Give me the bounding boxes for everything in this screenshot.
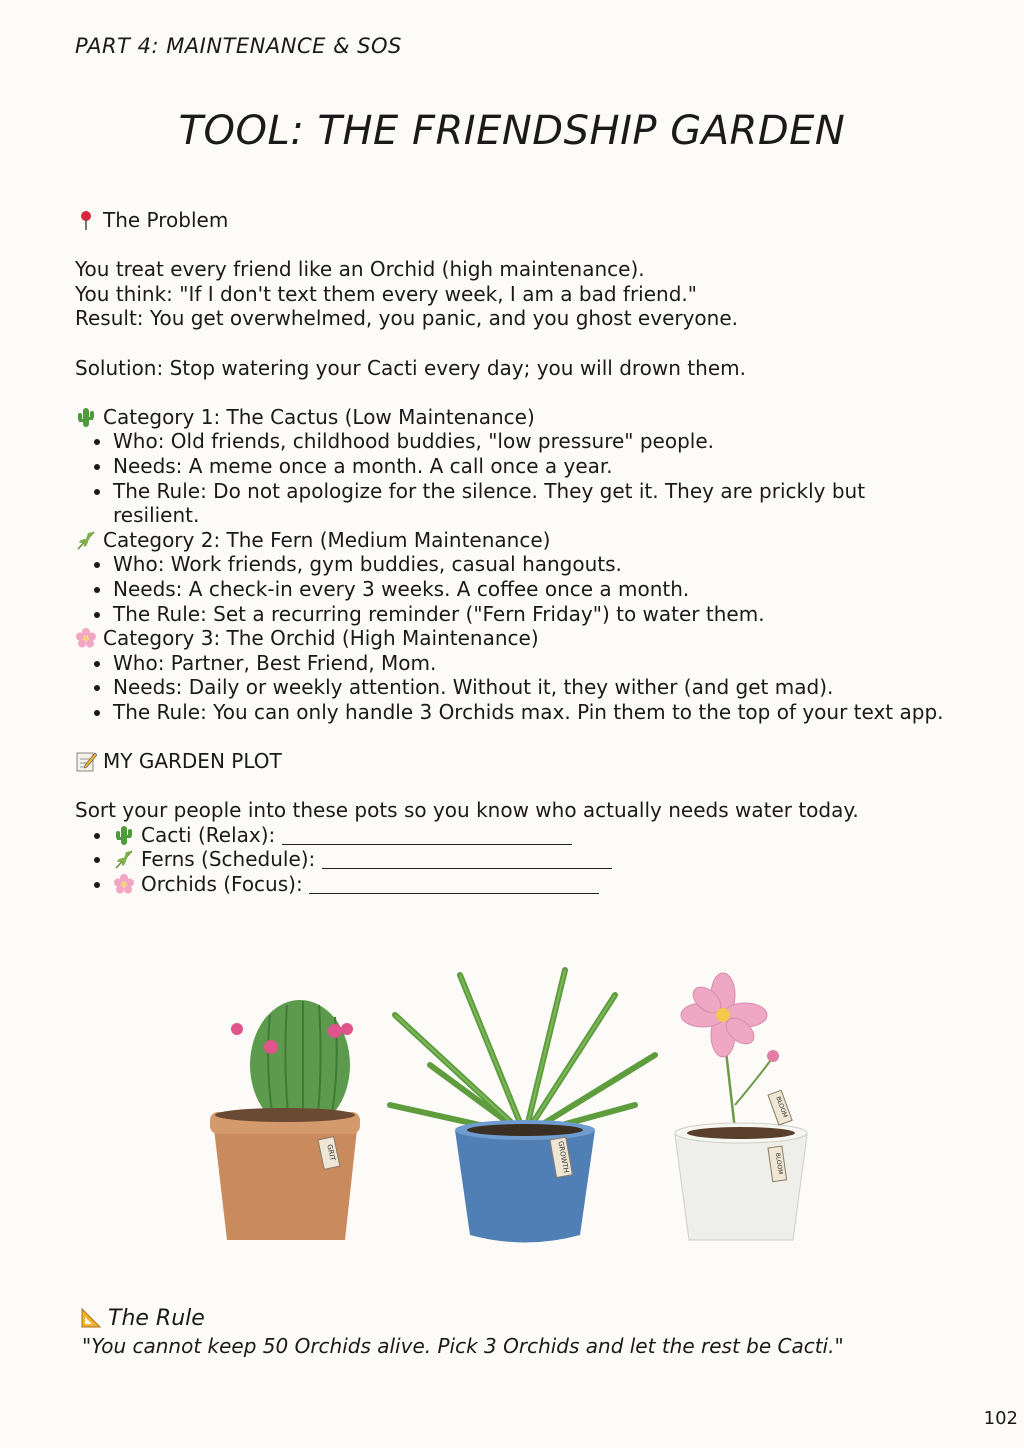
- pin-icon: [75, 209, 97, 231]
- fill-in-blank[interactable]: [309, 875, 599, 894]
- garden-plot-orchids: • Orchids (Focus):: [113, 872, 955, 897]
- category-list: [75, 429, 955, 527]
- problem-heading: The Problem: [75, 208, 955, 233]
- plant-tag-text: GROWTH: [556, 1140, 570, 1174]
- list-item: • Who: Work friends, gym buddies, casual hangouts.: [113, 552, 955, 577]
- category-heading: Category 2: The Fern (Medium Maintenance): [75, 528, 955, 553]
- rule-heading: The Rule: [80, 1306, 205, 1331]
- blossom-icon: [113, 873, 135, 895]
- garden-intro: Sort your people into these pots so you know who actually needs water today.: [75, 798, 859, 823]
- list-item: • Needs: Daily or weekly attention. Without it, they wither (and get mad).: [113, 675, 955, 700]
- category-heading: Category 3: The Orchid (High Maintenance): [75, 626, 955, 651]
- garden-plot-ferns: • Ferns (Schedule):: [113, 847, 955, 872]
- memo-icon: [75, 750, 97, 772]
- triangular-ruler-icon: [80, 1307, 102, 1329]
- rule-quote: "You cannot keep 50 Orchids alive. Pick 3 Orchids and let the rest be Cacti.": [82, 1334, 844, 1358]
- garden-plot-list: [75, 823, 955, 897]
- part-label: PART 4: MAINTENANCE & SOS: [75, 34, 402, 58]
- fern-pot-illustration: [390, 970, 655, 1243]
- list-item: • Needs: A meme once a month. A call once a year.: [113, 454, 955, 479]
- problem-line: You treat every friend like an Orchid (high maintenance).: [75, 257, 645, 282]
- page-number: 102: [983, 1408, 1018, 1429]
- plant-tag-text: GRIT: [325, 1143, 337, 1162]
- problem-line: Result: You get overwhelmed, you panic, and you ghost everyone.: [75, 306, 739, 331]
- page-title: TOOL: THE FRIENDSHIP GARDEN: [178, 108, 846, 154]
- list-item: • Needs: A check-in every 3 weeks. A coffee once a month.: [113, 577, 955, 602]
- potted-plants-illustration: [195, 955, 835, 1255]
- cactus-icon: [113, 824, 135, 846]
- garden-plot-cacti: • Cacti (Relax):: [113, 823, 955, 848]
- list-item: • The Rule: You can only handle 3 Orchids max. Pin them to the top of your text app.: [113, 700, 955, 725]
- category-list: [75, 552, 955, 626]
- cactus-pot-illustration: [210, 1000, 360, 1240]
- fern-icon: [113, 848, 135, 870]
- category-heading: Category 1: The Cactus (Low Maintenance): [75, 405, 955, 430]
- fill-in-blank[interactable]: [322, 850, 612, 869]
- garden-heading: MY GARDEN PLOT: [75, 749, 955, 774]
- flower-pot-illustration: [675, 973, 807, 1240]
- list-item: • Who: Partner, Best Friend, Mom.: [113, 651, 955, 676]
- fern-icon: [75, 529, 97, 551]
- plant-tag-text: BLOOM: [774, 1095, 789, 1119]
- list-item: • The Rule: Do not apologize for the silence. They get it. They are prickly but resilient.: [113, 479, 955, 528]
- solution-text: Solution: Stop watering your Cacti every day; you will drown them.: [75, 355, 746, 380]
- list-item: • The Rule: Set a recurring reminder ("Fern Friday") to water them.: [113, 602, 955, 627]
- problem-line: You think: "If I don't text them every week, I am a bad friend.": [75, 281, 697, 306]
- plant-tag-text: BLOOM: [773, 1152, 784, 1175]
- fill-in-blank[interactable]: [282, 826, 572, 845]
- list-item: • Who: Old friends, childhood buddies, "low pressure" people.: [113, 429, 955, 454]
- cactus-icon: [75, 406, 97, 428]
- category-list: [75, 651, 955, 725]
- blossom-icon: [75, 627, 97, 649]
- main-content: [75, 208, 955, 897]
